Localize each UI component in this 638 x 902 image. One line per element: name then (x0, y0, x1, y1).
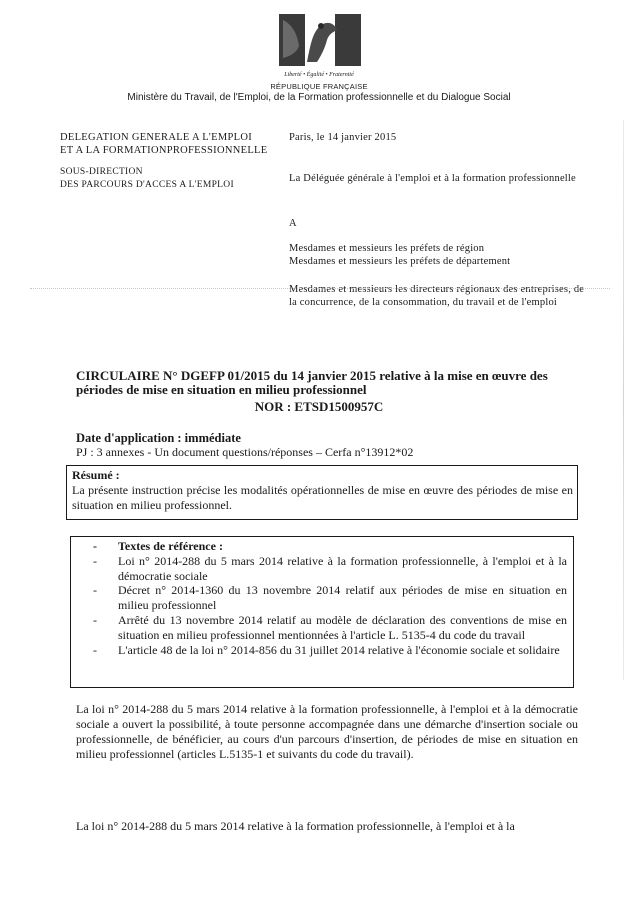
resume-heading: Résumé : (72, 468, 120, 482)
recipient-line: Mesdames et messieurs les préfets de département (289, 256, 511, 267)
recipients-directeurs: Mesdames et messieurs les directeurs régionaux des entreprises, de la concurrence, de la consommation, du travail et de l'emploi (289, 284, 585, 308)
reference-item: - L'article 48 de la loi n° 2014-856 du 31 juillet 2014 relative à l'économie sociale et solidaire (71, 643, 567, 658)
delegation-line: DELEGATION GENERALE A L'EMPLOI (60, 132, 252, 143)
attachments-line: PJ : 3 annexes - Un document questions/réponses – Cerfa n°13912*02 (76, 445, 414, 459)
resume-box (66, 465, 578, 520)
scan-fold-line (30, 288, 610, 289)
reference-item: - Loi n° 2014-288 du 5 mars 2014 relative à la formation professionnelle, à l'emploi et à la démocratie sociale (71, 554, 567, 584)
date-application: Date d'application : immédiate (76, 431, 241, 445)
sous-direction-line: SOUS-DIRECTION (60, 167, 143, 177)
reference-item: - Arrêté du 13 novembre 2014 relatif au modèle de déclaration des conventions de mise en situation en milieu professionnel mentionnées à l'article L. 5135-4 du code du travail (71, 613, 567, 643)
marianne-logo (277, 12, 363, 68)
recipients-prefets (289, 242, 589, 268)
recipient-line: Mesdames et messieurs les préfets de région (289, 243, 485, 254)
reference-item: - Décret n° 2014-1360 du 13 novembre 2014 relatif aux périodes de mise en situation en milieu professionnel (71, 583, 567, 613)
references-heading: - Textes de référence : (71, 539, 567, 554)
sous-direction-line: DES PARCOURS D'ACCES A L'EMPLOI (60, 180, 234, 190)
body-paragraph: La loi n° 2014-288 du 5 mars 2014 relative à la formation professionnelle, à l'emploi et à la démocratie sociale a ouvert la possibilité, à toute personne accompagnée dans une démarche d'insertion sociale ou professionnelle, de bénéficier, au cours d'un parcours d'insertion, de périodes de mise en situation en milieu professionnel (articles L.5135-1 et suivants du code du travail). (76, 702, 578, 761)
references-box (70, 536, 574, 688)
circular-title: CIRCULAIRE N° DGEFP 01/2015 du 14 janvier 2015 relative à la mise en œuvre des périodes de mise en situation en milieu professionnel (76, 368, 548, 397)
republic-motto: Liberté • Égalité • Fraternité (284, 72, 354, 78)
delegation-line: ET A LA FORMATIONPROFESSIONNELLE (60, 145, 268, 156)
addressee-a: A (289, 218, 297, 229)
body-paragraph: La loi n° 2014-288 du 5 mars 2014 relative à la formation professionnelle, à l'emploi et à la (76, 819, 515, 833)
sender: La Déléguée générale à l'emploi et à la formation professionnelle (289, 173, 576, 184)
place-date: Paris, le 14 janvier 2015 (289, 132, 397, 143)
resume-body: La présente instruction précise les modalités opérationnelles de mise en œuvre des périodes de mise en situation en milieu professionnel. (72, 483, 573, 512)
sous-direction-block (60, 166, 234, 192)
republic-name: RÉPUBLIQUE FRANÇAISE (270, 82, 368, 91)
nor-reference: NOR : ETSD1500957C (254, 399, 384, 414)
ministry-name: Ministère du Travail, de l'Emploi, de la Formation professionnelle et du Dialogue Social (127, 92, 511, 103)
delegation-block (60, 131, 267, 157)
